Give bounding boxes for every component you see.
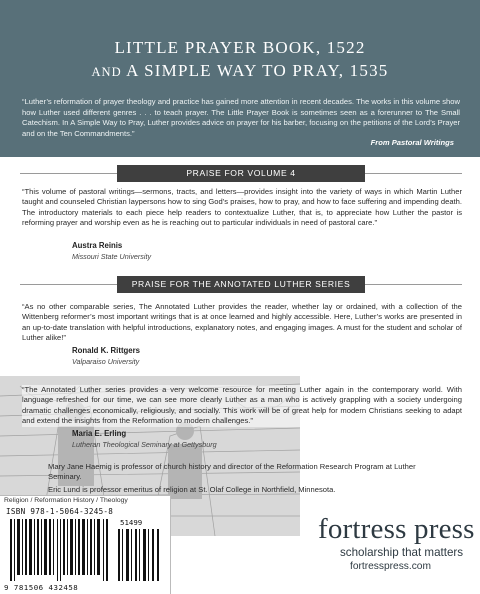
praise-series-name1: Ronald K. Rittgers — [72, 346, 141, 355]
isbn-digits: 9 781506 432458 — [4, 583, 79, 592]
praise-series-heading: PRAISE FOR THE ANNOTATED LUTHER SERIES — [117, 276, 365, 293]
praise-volume-heading: PRAISE FOR VOLUME 4 — [117, 165, 365, 182]
isbn-text: ISBN 978-1-5064-3245-8 — [6, 507, 114, 516]
publisher-tagline: scholarship that matters — [340, 546, 464, 559]
praise-series-quote2: “The Annotated Luther series provides a very welcome resource for meeting Luther again in the contemporary world. With language refreshed for our time, we can see more clearly Luther as a man who is actively grappling with a society undergoing dramatic challenges economically, religiously, and socially. This work will be of great help for modern Christians seeking to adapt and extend the insights from the Reformation to modern challenges.” — [22, 385, 462, 426]
header-quote: “Luther’s reformation of prayer theology and practice has gained more attention in recent decades. The works in this volume show how Luther used different genres . . . to teach prayer. The Little Prayer Book is sometimes seen as a forerunner to The Small Catechism. In A Simple Way to Pray, Luther provides advice on prayer for his barber, focusing on the petitions of the Lord’s Prayer and on the Ten Commandments.” — [22, 97, 460, 138]
praise-series-affiliation1: Valparaiso University — [72, 357, 140, 366]
title-rest: A SIMPLE WAY TO PRAY, 1535 — [121, 61, 389, 80]
header-quote-source: From Pastoral Writings — [370, 138, 454, 147]
price-barcode — [118, 529, 162, 581]
praise-series-affiliation2: Lutheran Theological Seminary at Gettysburg — [72, 440, 217, 449]
praise-series-quote1: “As no other comparable series, The Annotated Luther provides the reader, whether lay or ordained, with a collection of the Wittenberg reformer’s most important writings that is at once learned and highly accessible. Here, Luther’s works are presented in an up-to-date translation with helpful introductions, explanatory notes, and engaging images. A must for the student and scholar of Luther alike!” — [22, 302, 462, 343]
book-title-line2 — [0, 61, 480, 81]
praise-volume-quote: “This volume of pastoral writings—sermons, tracts, and letters—provides insight into the variety of ways in which Martin Luther taught and counseled Christian laypersons how to sing God’s praises, how to pray, and how to face suffering and impending death. The introductory materials to each piece help readers to contextualize Luther, that is, to appreciate how Luther the pastor is reforming prayer and worship even as he is reaching out to particular individuals in need of pastoral care.” — [22, 187, 462, 228]
category-label: Religion / Reformation History / Theology — [4, 497, 128, 504]
praise-volume-affiliation: Missouri State University — [72, 252, 152, 261]
barcode-panel — [0, 495, 171, 594]
price-code: 51499 — [120, 518, 143, 527]
editor1-bio: Mary Jane Haemig is professor of church history and director of the Reformation Research Program at Luther Seminary. — [48, 462, 416, 482]
publisher-url: fortresspress.com — [350, 561, 431, 572]
praise-series-name2: Maria E. Erling — [72, 429, 127, 438]
title-and: AND — [91, 65, 122, 79]
praise-volume-name: Austra Reinis — [72, 241, 123, 250]
book-title-line1: LITTLE PRAYER BOOK, 1522 — [114, 38, 366, 57]
header-panel — [0, 0, 480, 157]
editor2-bio: Eric Lund is professor emeritus of religion at St. Olaf College in Northfield, Minnesota. — [48, 485, 336, 494]
publisher-logo: fortress press — [318, 513, 475, 545]
barcode — [10, 519, 110, 581]
